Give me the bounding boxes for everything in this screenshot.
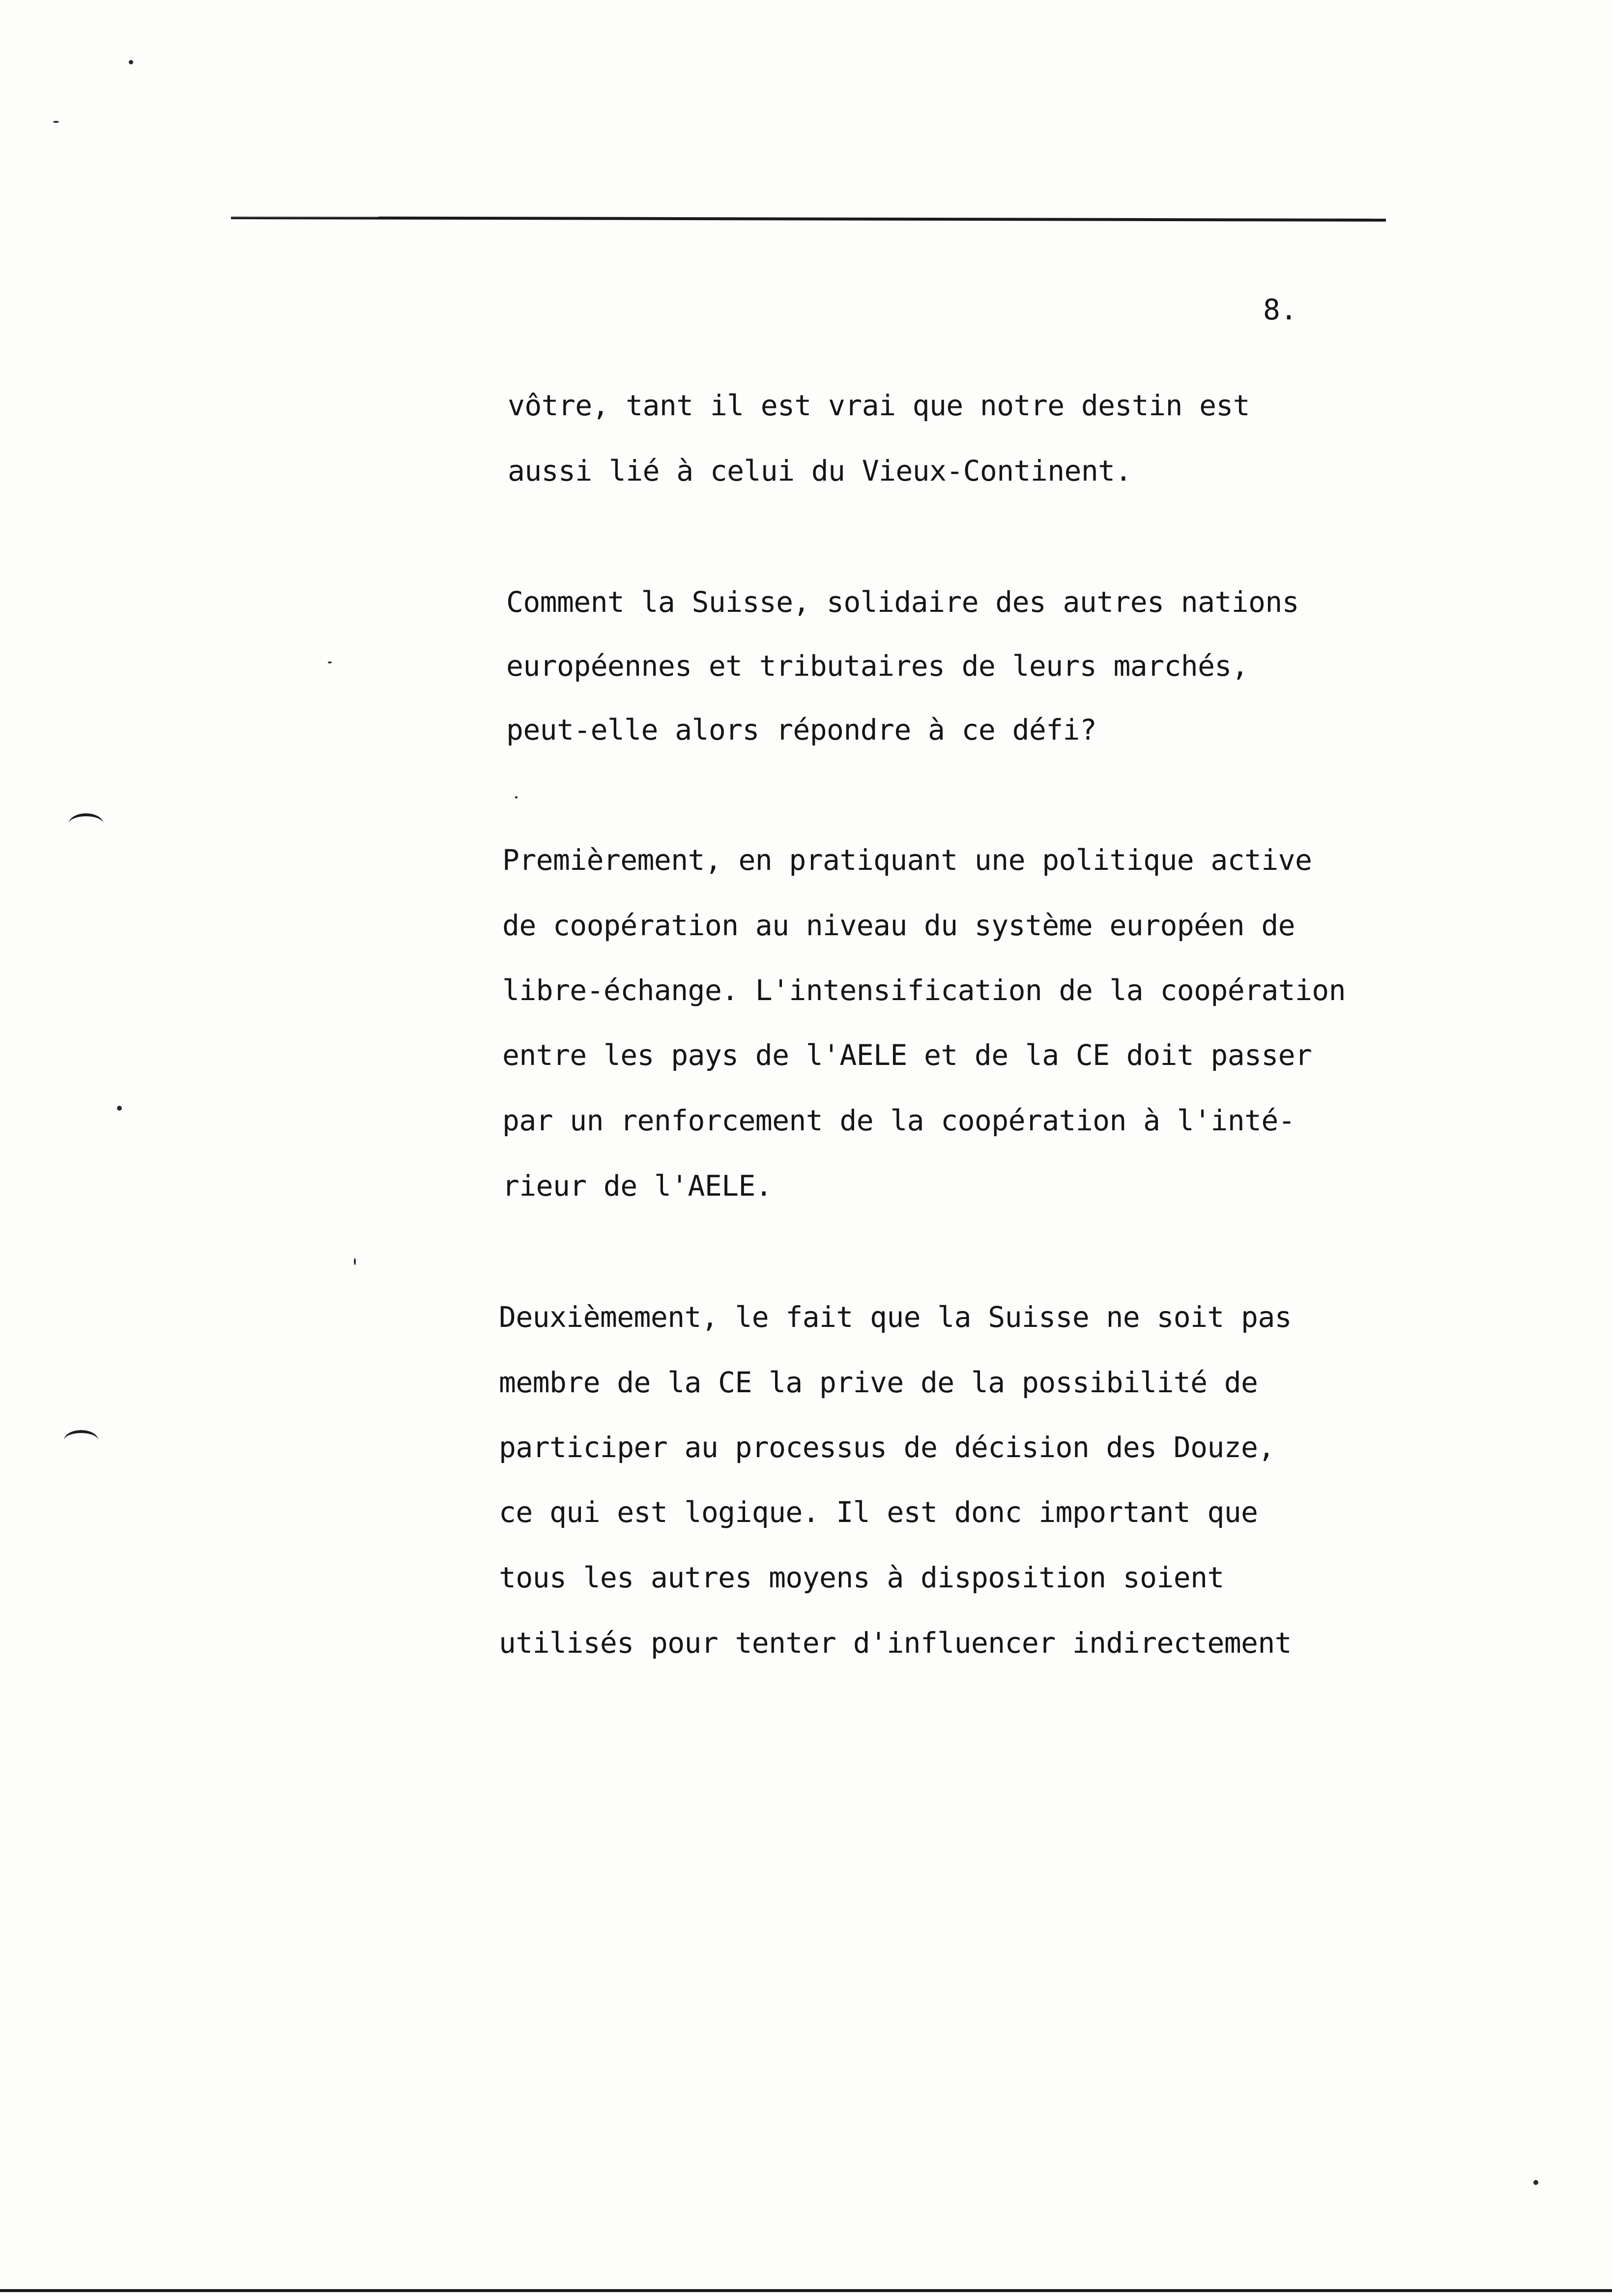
text-line: utilisés pour tenter d'influencer indirectement xyxy=(499,1626,1292,1660)
header-rule-faded-segment xyxy=(231,215,378,217)
scan-speck xyxy=(1533,2180,1538,2185)
text-line: Comment la Suisse, solidaire des autres nations xyxy=(506,585,1299,619)
scan-speck xyxy=(53,121,59,123)
text-line: ce qui est logique. Il est donc important que xyxy=(499,1495,1258,1529)
text-line: peut-elle alors répondre à ce défi? xyxy=(506,713,1097,746)
hole-punch-shadow xyxy=(64,1430,98,1451)
text-line: par un renforcement de la coopération à l'inté- xyxy=(502,1104,1295,1137)
text-line: vôtre, tant il est vrai que notre destin est xyxy=(508,389,1250,422)
text-line: participer au processus de décision des Douze, xyxy=(499,1431,1275,1464)
text-line: aussi lié à celui du Vieux-Continent. xyxy=(508,454,1132,488)
scan-speck xyxy=(328,661,332,663)
text-line: libre-échange. L'intensification de la coopération xyxy=(502,974,1346,1007)
page-number: 8. xyxy=(1263,293,1297,326)
scan-speck xyxy=(515,796,518,799)
footer-rule xyxy=(0,2289,1612,2292)
text-line: Deuxièmement, le fait que la Suisse ne soit pas xyxy=(499,1300,1292,1334)
scan-speck xyxy=(354,1258,356,1265)
hole-punch-shadow xyxy=(69,813,103,834)
scan-speck xyxy=(129,60,133,64)
text-line: européennes et tributaires de leurs marchés, xyxy=(506,649,1249,683)
text-line: membre de la CE la prive de la possibilité de xyxy=(499,1366,1258,1399)
scan-speck xyxy=(117,1106,122,1111)
text-line: Premièrement, en pratiquant une politique active xyxy=(502,843,1312,877)
text-line: tous les autres moyens à disposition soient xyxy=(499,1561,1224,1594)
text-line: rieur de l'AELE. xyxy=(502,1169,773,1203)
text-line: entre les pays de l'AELE et de la CE doit passer xyxy=(502,1038,1312,1072)
text-line: de coopération au niveau du système européen de xyxy=(502,909,1295,942)
header-rule xyxy=(231,216,1386,222)
